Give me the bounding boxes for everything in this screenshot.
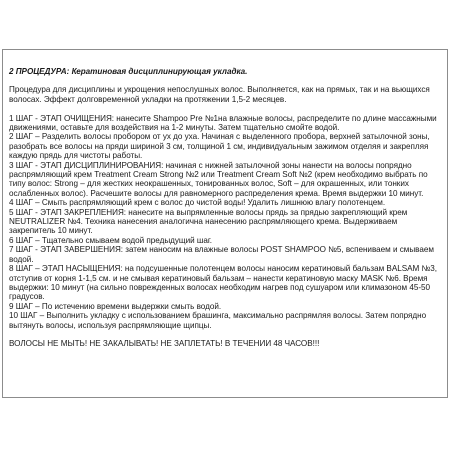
procedure-name: Кератиновая дисциплинирующая укладка. <box>71 67 248 76</box>
procedure-title <box>9 67 445 76</box>
step-9: 9 ШАГ – По истечению времени выдержки смыть водой. <box>9 301 222 311</box>
step-8: 8 ШАГ – ЭТАП НАСЫЩЕНИЯ: на подсушенные полотенцем волосы наносим кератиновый бальзам BALSAM №3, отступив от корня 1-1,5 см. и не смывая кератиновый бальзам – нанести кератиновую маску MASK №6. Время выдержки: 10 минут (на сильно поврежденных волосах необходим нагрев под сушуаром или климазоном 45-50 градусов. <box>9 264 437 302</box>
step-6: 6 ШАГ – Тщательно смываем водой предыдущий шаг. <box>9 235 213 245</box>
step-1: 1 ШАГ - ЭТАП ОЧИЩЕНИЯ: нанесите Shampoo Pre №1на влажные волосы, распределите по длине массажными движениями, оставьте для воздействия на 1-2 минуты. Затем тщательно смойте водой. <box>9 113 437 133</box>
step-10: 10 ШАГ – Выполнить укладку с использованием брашинга, максимально распрямляя волосы. Затем попрядно вытянуть волосы, используя распрямляющие щипцы. <box>9 311 427 330</box>
document-body <box>9 67 445 357</box>
warning-text: ВОЛОСЫ НЕ МЫТЬ! НЕ ЗАКАЛЫВАТЬ! НЕ ЗАПЛЕТАТЬ! В ТЕЧЕНИИ 48 ЧАСОВ!!! <box>9 339 320 349</box>
step-3: 3 ШАГ - ЭТАП ДИСЦИПЛИНИРОВАНИЯ: начиная с нижней затылочной зоны нанести на волосы попрядно распрямляющий крем Treatment Cream Strong №2 или Treatment Cream Soft №2 (крем необходимо выбрать по типу волос: Strong – для жестких неокрашенных, тонированных волос, Soft – для окрашенных, или тонких ослабленных волос). Расчешите волосы для равномерного распределения крема. Время выдержки 10 минут. <box>9 160 428 198</box>
step-2: 2 ШАГ – Разделить волосы пробором от ух до уха. Начиная с выделенного пробора, верхней затылочной зоны, разобрать все волосы на пряди шириной 3 см, толщиной 1 см, индивидуальным зажимом отделяя и закрепляя каждую прядь для чистоты работы. <box>9 132 430 161</box>
step-4: 4 ШАГ – Смыть распрямляющий крем с волос до чистой воды! Удалить лишнюю влагу полотенцем. <box>9 198 386 208</box>
step-5: 5 ШАГ - ЭТАП ЗАКРЕПЛЕНИЯ: нанесите на выпрямленные волосы прядь за прядью закрепляющий крем NEUTRALIZER №4. Техника нанесения аналогична нанесению распрямляющего крема. Выдерживаем закрепитель 10 минут. <box>9 207 408 236</box>
step-7: 7 ШАГ - ЭТАП ЗАВЕРШЕНИЯ: затем наносим на влажные волосы POST SHAMPOO №5, вспениваем и смываем водой. <box>9 245 434 264</box>
procedure-number: 2 ПРОЦЕДУРА: <box>9 67 70 76</box>
procedure-intro: Процедура для дисциплины и укрощения непослушных волос. Выполняется, как на прямых, так и на вьющихся волосах. Эффект долговременной укладки на протяжении 1,5-2 месяцев. <box>9 85 430 104</box>
